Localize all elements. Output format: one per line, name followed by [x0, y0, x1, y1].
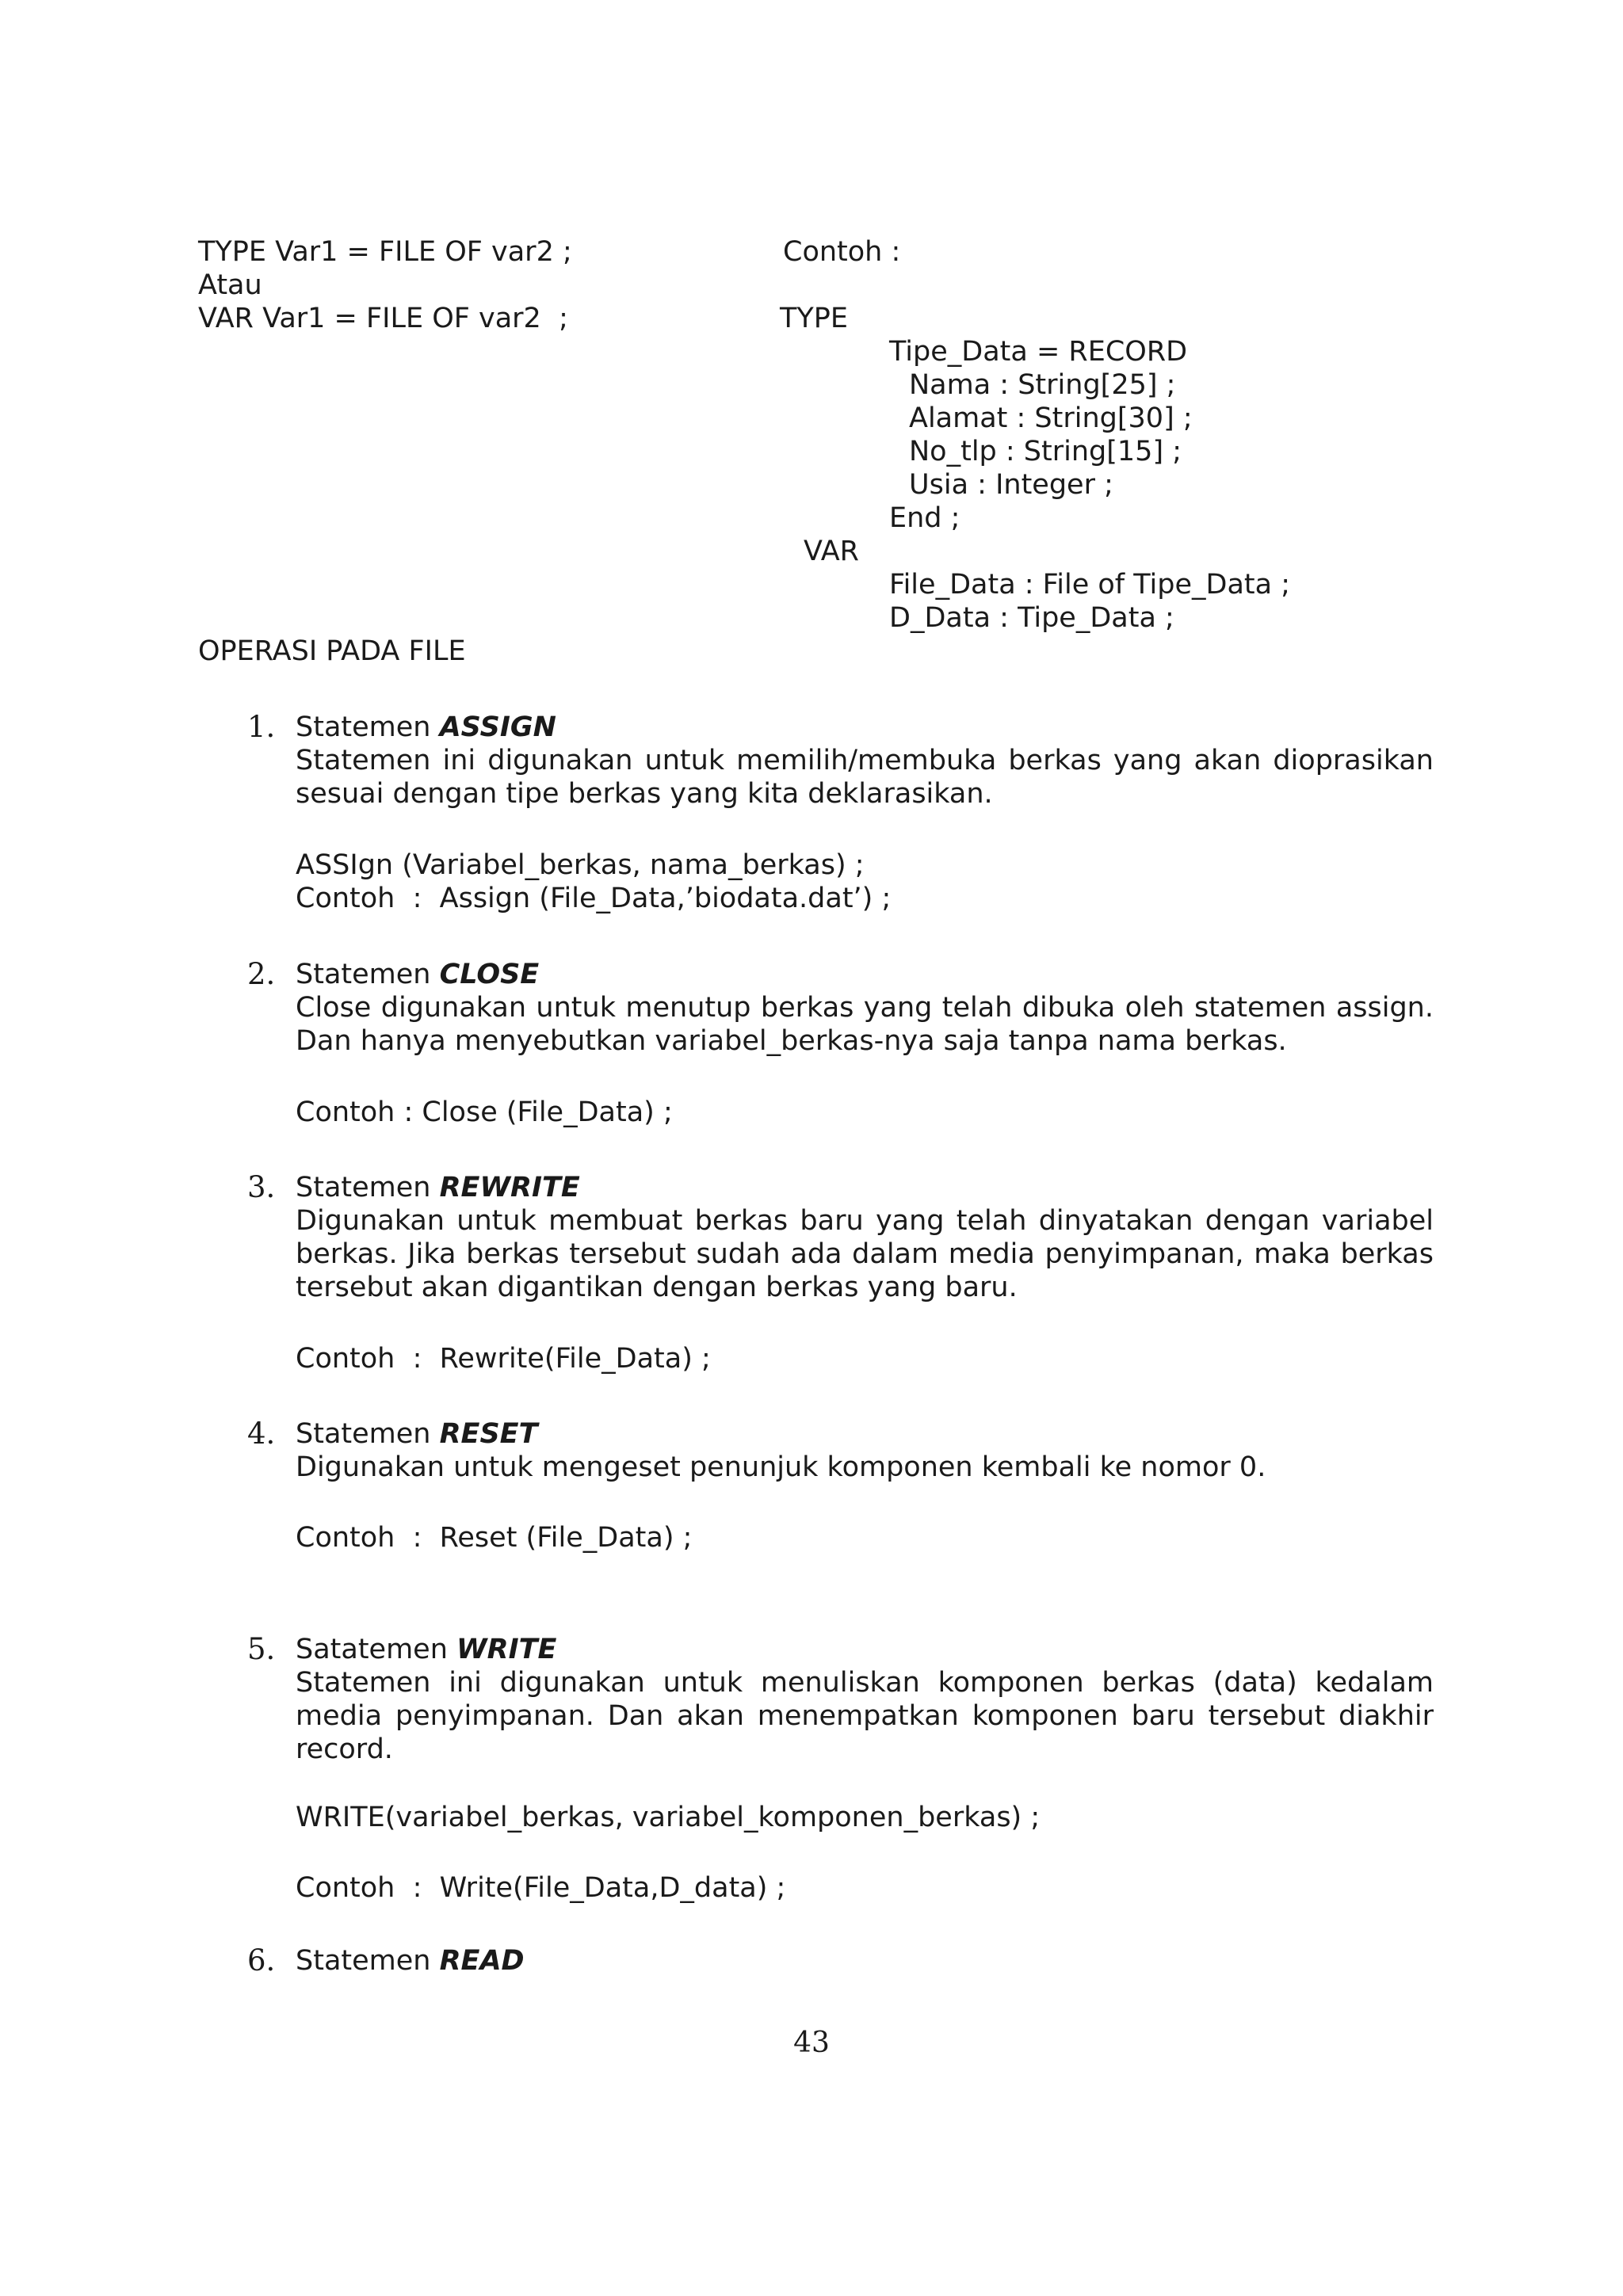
var-declaration: VAR Var1 = FILE OF var2 ; [198, 303, 568, 334]
keyword-write: WRITE [456, 1634, 557, 1665]
item-number: 5. [247, 1632, 276, 1666]
contoh-label: Contoh : [783, 236, 901, 268]
item-title: Statemen CLOSE [296, 959, 540, 990]
item-example: Contoh : Close (File_Data) ; [296, 1097, 673, 1128]
atau-label: Atau [198, 269, 262, 301]
item-title: Satatemen WRITE [296, 1634, 557, 1665]
item-example: Contoh : Assign (File_Data,’biodata.dat’) ; [296, 883, 892, 914]
keyword-close: CLOSE [439, 959, 540, 990]
item-number: 4. [247, 1417, 276, 1451]
keyword-reset: RESET [439, 1418, 538, 1450]
keyword-rewrite: REWRITE [439, 1172, 580, 1203]
var-d-data: D_Data : Tipe_Data ; [889, 602, 1174, 634]
type-declaration: TYPE Var1 = FILE OF var2 ; [198, 236, 572, 268]
var-file-data: File_Data : File of Tipe_Data ; [889, 569, 1290, 601]
item-description: Statemen ini digunakan untuk menuliskan komponen berkas (data) kedalam media penyimpanan. Dan akan menempatkan komponen baru tersebut diakhir record. [296, 1667, 1434, 1765]
item-description: Statemen ini digunakan untuk memilih/membuka berkas yang akan dioprasikan sesuai dengan tipe berkas yang kita deklarasikan. [296, 745, 1434, 810]
item-number: 6. [247, 1943, 276, 1978]
field-no-tlp: No_tlp : String[15] ; [909, 436, 1182, 467]
item-number: 1. [247, 710, 276, 744]
item-number: 2. [247, 957, 276, 991]
item-syntax: ASSIgn (Variabel_berkas, nama_berkas) ; [296, 849, 865, 881]
item-description: Digunakan untuk membuat berkas baru yang telah dinyatakan dengan variabel berkas. Jika berkas tersebut sudah ada dalam media penyimpanan, maka berkas tersebut akan digantikan dengan berkas yang baru. [296, 1205, 1434, 1303]
item-title: Statemen ASSIGN [296, 711, 556, 743]
keyword-assign: ASSIGN [439, 711, 556, 743]
item-title: Statemen READ [296, 1945, 525, 1977]
end-line: End ; [889, 502, 960, 534]
type-keyword: TYPE [780, 303, 848, 334]
item-example: Contoh : Rewrite(File_Data) ; [296, 1343, 711, 1375]
keyword-read: READ [439, 1945, 525, 1977]
var-keyword: VAR [804, 536, 859, 567]
item-example: Contoh : Reset (File_Data) ; [296, 1522, 693, 1554]
item-syntax: WRITE(variabel_berkas, variabel_komponen_berkas) ; [296, 1802, 1041, 1833]
section-heading: OPERASI PADA FILE [198, 635, 466, 667]
page-number: 43 [793, 2027, 830, 2059]
item-description: Close digunakan untuk menutup berkas yang telah dibuka oleh statemen assign. Dan hanya menyebutkan variabel_berkas-nya saja tanpa nama berkas. [296, 992, 1434, 1057]
item-title: Statemen RESET [296, 1418, 538, 1450]
field-alamat: Alamat : String[30] ; [909, 402, 1193, 434]
field-usia: Usia : Integer ; [909, 469, 1113, 501]
item-description: Digunakan untuk mengeset penunjuk komponen kembali ke nomor 0. [296, 1451, 1266, 1483]
field-nama: Nama : String[25] ; [909, 369, 1176, 401]
item-title: Statemen REWRITE [296, 1172, 580, 1203]
item-number: 3. [247, 1170, 276, 1204]
record-line: Tipe_Data = RECORD [889, 336, 1188, 368]
item-example: Contoh : Write(File_Data,D_data) ; [296, 1872, 786, 1904]
